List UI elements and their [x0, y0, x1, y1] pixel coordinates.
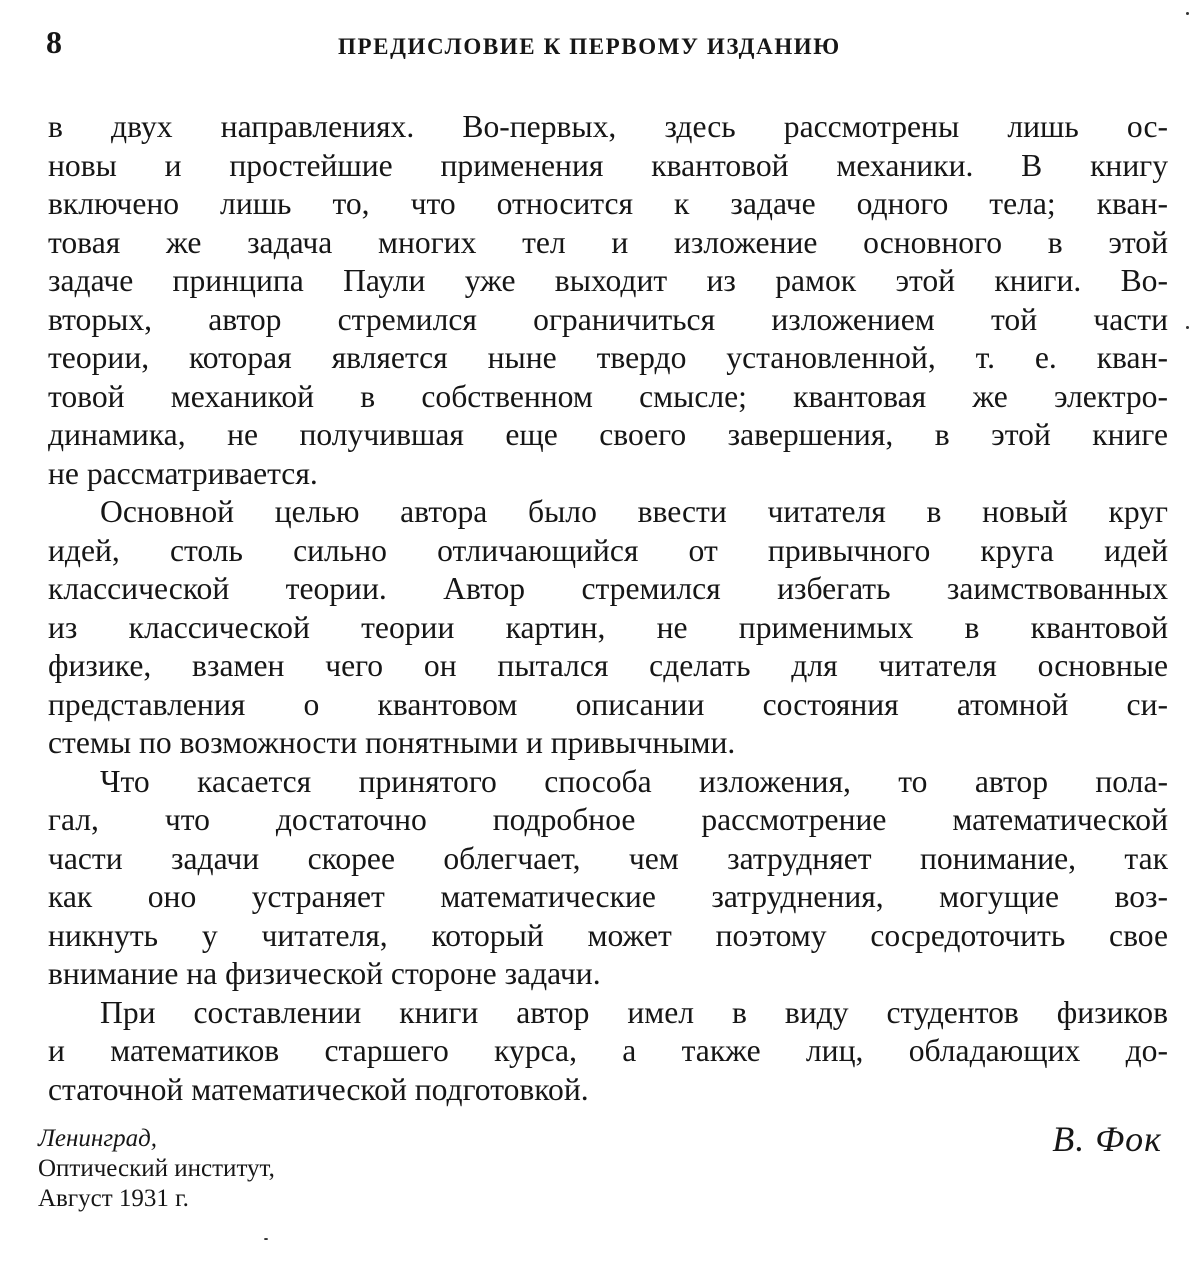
text-line: никнуть у читателя, который может поэтому сосредоточить свое — [48, 917, 1168, 953]
scan-speck — [1186, 12, 1189, 15]
running-head: ПРЕДИСЛОВИЕ К ПЕРВОМУ ИЗДАНИЮ — [338, 34, 841, 59]
text-line: в двух направлениях. Во-первых, здесь рассмотрены лишь ос- — [48, 109, 1168, 144]
text-line: При составлении книги автор имел в виду студентов физиков — [100, 994, 1168, 1030]
signature-date: Август 1931 г. — [38, 1185, 189, 1212]
paragraph-2 — [48, 493, 1168, 763]
signature-block — [38, 1124, 275, 1214]
text-line: включено лишь то, что относится к задаче одного тела; кван- — [48, 186, 1168, 221]
scan-speck — [1186, 326, 1189, 329]
signature-author: В. Фок — [1052, 1119, 1162, 1159]
text-line: не рассматривается. — [48, 455, 318, 491]
text-line: товая же задача многих тел и изложение основного в этой — [48, 224, 1168, 260]
text-line: Основной целью автора было ввести читателя в новый круг — [100, 494, 1168, 529]
text-line: классической теории. Автор стремился избегать заимствованных — [48, 571, 1168, 606]
text-line: части задачи скорее облегчает, чем затрудняет понимание, так — [48, 840, 1168, 876]
text-line: статочной математической подготовкой. — [48, 1071, 589, 1107]
text-line: внимание на физической стороне задачи. — [48, 956, 601, 991]
paragraph-1 — [48, 108, 1168, 493]
paragraph-3 — [48, 763, 1168, 994]
text-line: представления о квантовом описании состояния атомной си- — [48, 686, 1168, 722]
signature-institution: Оптический институт, — [38, 1155, 275, 1182]
text-line: вторых, автор стремился ограничиться изложением той части — [48, 301, 1168, 337]
text-line: стемы по возможности понятными и привычными. — [48, 725, 736, 760]
body-text — [48, 108, 1168, 1109]
text-line: задаче принципа Паули уже выходит из рамок этой книги. Во- — [48, 263, 1168, 298]
text-line: физике, взамен чего он пытался сделать для читателя основные — [48, 648, 1168, 683]
text-line: из классической теории картин, не применимых в квантовой — [48, 609, 1168, 645]
text-line: гал, что достаточно подробное рассмотрение математической — [48, 802, 1168, 837]
text-line: динамика, не получившая еще своего завершения, в этой книге — [48, 417, 1168, 452]
text-line: товой механикой в собственном смысле; квантовая же электро- — [48, 378, 1168, 414]
text-line: идей, столь сильно отличающийся от привычного круга идей — [48, 532, 1168, 568]
text-line: как оно устраняет математические затруднения, могущие воз- — [48, 879, 1168, 914]
page-number: 8 — [46, 24, 62, 60]
signature-place: Ленинград, — [38, 1125, 157, 1152]
paragraph-4 — [48, 994, 1168, 1110]
text-line: Что касается принятого способа изложения, то автор пола- — [100, 763, 1168, 799]
text-line: и математиков старшего курса, а также лиц, обладающих до- — [48, 1033, 1168, 1068]
text-line: теории, которая является ныне твердо установленной, т. е. кван- — [48, 340, 1168, 375]
text-line: новы и простейшие применения квантовой механики. В книгу — [48, 147, 1168, 183]
scan-speck — [264, 1238, 268, 1240]
